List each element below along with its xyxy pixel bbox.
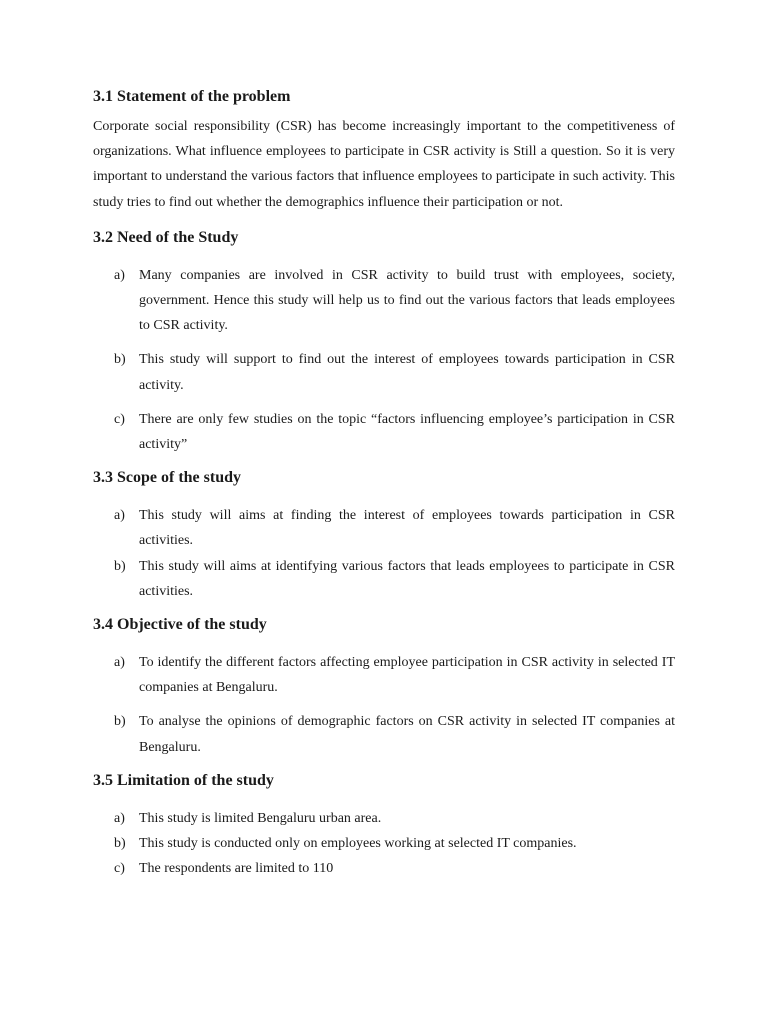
list-item-text: This study is limited Bengaluru urban area. <box>139 810 382 826</box>
document-page <box>93 86 675 881</box>
list-item <box>93 856 675 881</box>
list-item-text: There are only few studies on the topic “factors influencing employee’s participation in CSR activity” <box>139 411 675 453</box>
list-item <box>93 263 675 339</box>
list-marker: b) <box>114 558 126 574</box>
list-marker: a) <box>114 508 125 524</box>
list-marker: a) <box>114 810 125 826</box>
section-heading: 3.4 Objective of the study <box>93 616 267 634</box>
list-marker: a) <box>114 655 125 671</box>
list-item-text: This study will aims at identifying various factors that leads employees to participate in CSR activities. <box>139 558 675 599</box>
list-item-text: This study will aims at finding the interest of employees towards participation in CSR activities. <box>139 508 675 549</box>
list-item-text: To identify the different factors affecting employee participation in CSR activity in selected IT companies at Bengaluru. <box>139 655 675 696</box>
section-scope-of-study <box>93 467 675 604</box>
list-marker: c) <box>114 861 125 877</box>
section-statement-of-problem <box>93 86 675 215</box>
section-heading: 3.3 Scope of the study <box>93 469 242 487</box>
section-paragraph: Corporate social responsibility (CSR) has become increasingly important to the competitiveness of organizations. What influence employees to participate in CSR activity is Still a question. So it is very important to understand the various factors that influence employees to participate in such activity. This study tries to find out whether the demographics influence their participation or not. <box>93 119 675 210</box>
list-marker: a) <box>114 267 125 283</box>
section-objective-of-study <box>93 614 675 760</box>
list-item <box>93 806 675 831</box>
section-heading: 3.5 Limitation of the study <box>93 771 274 789</box>
list-item-text: Many companies are involved in CSR activity to build trust with employees, society, government. Hence this study will help us to find out the various factors that leads employees to CSR activity. <box>139 267 675 334</box>
section-heading: 3.2 Need of the Study <box>93 228 239 246</box>
section-limitation-of-study <box>93 770 675 882</box>
list-marker: b) <box>114 836 126 852</box>
objective-list <box>93 650 675 760</box>
section-need-of-study <box>93 227 675 457</box>
scope-list <box>93 503 675 604</box>
list-item <box>93 503 675 553</box>
list-item <box>93 554 675 604</box>
list-marker: b) <box>114 352 126 368</box>
list-item <box>93 831 675 856</box>
limitation-list <box>93 806 675 882</box>
list-item <box>93 407 675 457</box>
list-item-text: This study will support to find out the interest of employees towards participation in CSR activity. <box>139 352 675 393</box>
section-heading: 3.1 Statement of the problem <box>93 88 291 105</box>
list-item <box>93 650 675 700</box>
need-list <box>93 263 675 457</box>
list-marker: b) <box>114 714 126 730</box>
list-item-text: The respondents are limited to 110 <box>139 861 334 877</box>
list-item <box>93 347 675 397</box>
list-marker: c) <box>114 411 125 427</box>
list-item <box>93 709 675 759</box>
list-item-text: To analyse the opinions of demographic factors on CSR activity in selected IT companies at Bengaluru. <box>139 714 675 755</box>
list-item-text: This study is conducted only on employees working at selected IT companies. <box>139 836 577 852</box>
